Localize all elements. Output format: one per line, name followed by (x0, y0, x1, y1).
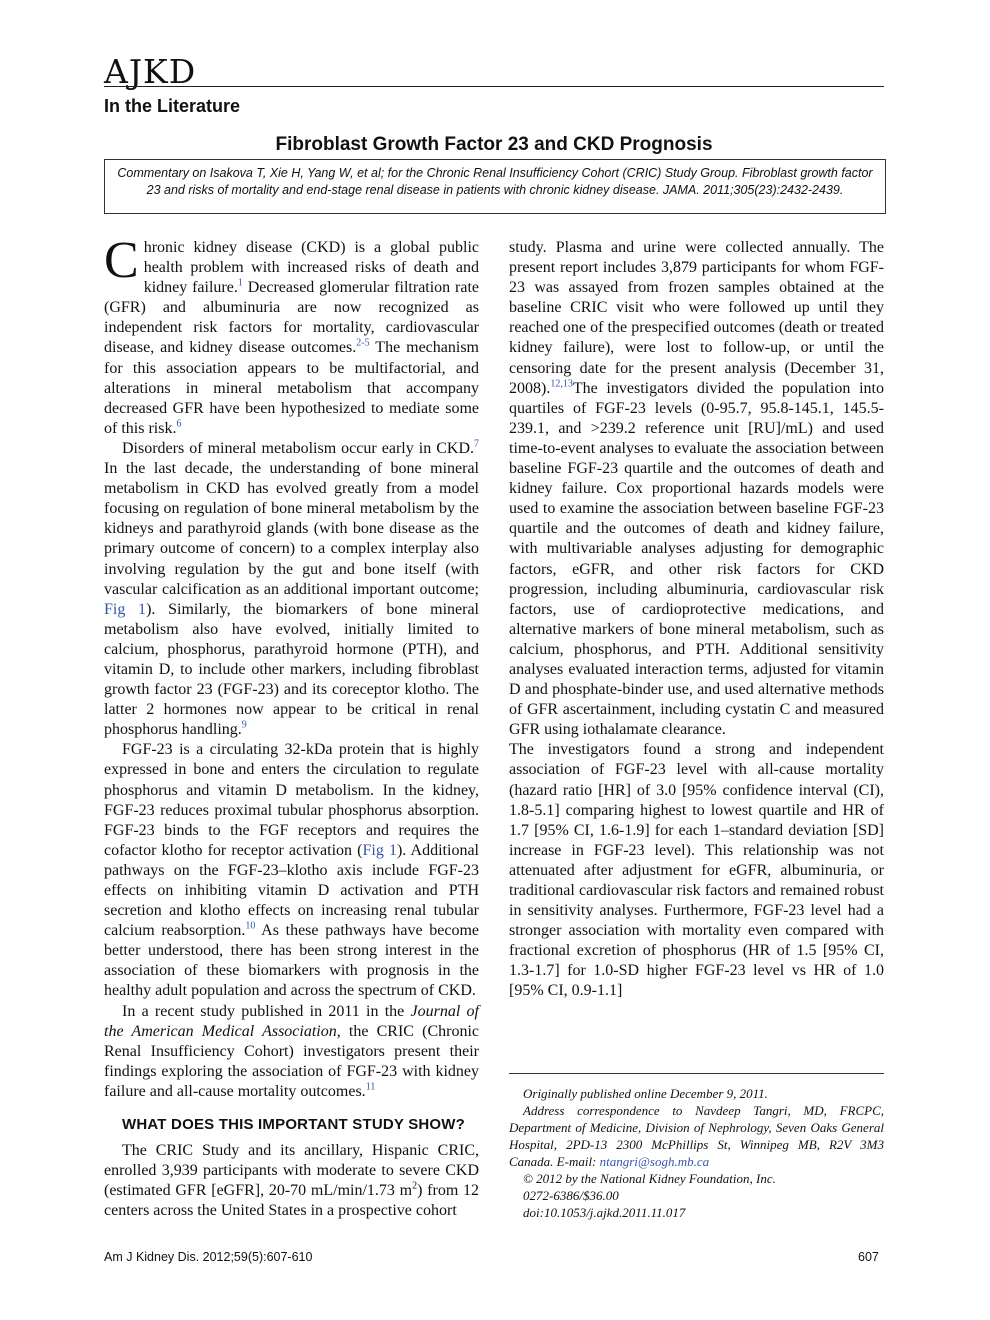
commentary-box: Commentary on Isakova T, Xie H, Yang W, et al; for the Chronic Renal Insufficiency Cohort (CRIC) Study Group. Fibroblast growth factor 23 and risks of mortality and end-stage renal disease in patients with chronic kidney disease. JAMA. 2011;305(23):2432-2439. (104, 159, 886, 214)
page-number: 607 (858, 1250, 879, 1264)
footnote-rule (509, 1073, 884, 1074)
paragraph: Disorders of mineral metabolism occur early in CKD.$^7$ In the last decade, the understanding of bone mineral metabolism in CKD has evolved greatly from a model focusing on regulation of bone mineral metabolism by the kidneys and parathyroid glands (with bone disease as the primary outcome of concern) to a complex interplay also involving regulation by the gut and bone itself (with vascular calcification as an additional important outcome; Fig 1). Similarly, the biomarkers of bone mineral metabolism also have evolved, initially limited to calcium, phosphorus, parathyroid hormone (PTH), and vitamin D, to include other markers, including fibroblast growth factor 23 (FGF-23) and its coreceptor klotho. The latter 2 hormones now appear to be critical in renal phosphorus handling.$^9$ (104, 438, 479, 739)
doi-note: doi:10.1053/j.ajkd.2011.11.017 (523, 1205, 686, 1220)
figure-link[interactable]: Fig 1 (362, 841, 397, 859)
paragraph: FGF-23 is a circulating 32-kDa protein that is highly expressed in bone and enters the circulation to regulate phosphorus and vitamin D metabolism. In the kidney, FGF-23 reduces proximal tubular phosphorus absorption. FGF-23 binds to the FGF receptors and requires the cofactor klotho for receptor activation (Fig 1). Additional pathways on the FGF-23–klotho axis include FGF-23 effects on inhibiting vitamin D activation and PTH secretion and klotho effects on increasing renal tubular calcium reabsorption.$^{10}$ As these pathways have become better understood, there has been strong interest in the association of these biomarkers with prognosis in the healthy adult population and across the spectrum of CKD. (104, 741, 479, 1000)
reference-link[interactable]: 7 (474, 438, 479, 450)
journal-name: Journal of the American Medical Association, (104, 1002, 480, 1040)
paragraph: In a recent study published in 2011 in the Journal of the American Medical Association, the CRIC (Chronic Renal Insufficiency Cohort) investigators present their findings exploring the association of FGF-23 with kidney failure and all-cause mortality outcomes.$^{11}$ (104, 1002, 480, 1100)
footer-citation: Am J Kidney Dis. 2012;59(5):607-610 (104, 1250, 313, 1264)
paragraph: The investigators found a strong and independent association of FGF-23 level with all-cause mortality (hazard ratio [HR] of 3.0 [95% confidence interval (CI), 1.8-5.1] comparing highest to lowest quartile and HR of 1.7 [95% CI, 1.6-1.9] for each 1–standard deviation [SD] increase in FGF-23 level). This relationship was not attenuated after adjustment for eGFR, albuminuria, or traditional cardiovascular risk factors and remained robust in sensitivity analyses. Furthermore, FGF-23 level had a stronger association with mortality even compared with fractional excretion of phosphorus (HR of 1.5 [95% CI, 1.3-1.7] for 1.0-SD higher FGF-23 level vs HR of 1.0 [95% CI, 0.9-1.1] (509, 741, 884, 1000)
section-heading: WHAT DOES THIS IMPORTANT STUDY SHOW? (122, 1116, 466, 1134)
paragraph: Chronic kidney disease (CKD) is a global public health problem with increased risks of death and kidney failure.$^1$ Decreased glomerular filtration rate (GFR) and albuminuria are now recognized as independent risk factors for mortality, cardiovascular disease, and kidney disease outcomes.$^{2-5}$ The mechanism for this association appears to be multifactorial, and alterations in mineral metabolism that accompany decreased GFR have been hypothesized to mediate some of this risk.$^6$ (104, 232, 480, 437)
body-column-right (509, 238, 884, 1002)
correspondence-note: Address correspondence to Navdeep Tangri, MD, FRCPC, Department of Medicine, Division of Nephrology, Seven Oaks General Hospital, 2PD-13 2300 McPhillips St, Winnipeg MB, R2V 3M3 Canada. E-mail: ntangri@sogh.mb.ca (509, 1103, 884, 1169)
issn-note: 0272-6386/$36.00 (523, 1188, 619, 1203)
reference-link[interactable]: 6 (176, 418, 182, 430)
journal-logo: AJKD (104, 52, 197, 91)
paragraph: study. Plasma and urine were collected annually. The present report includes 3,879 participants for whom FGF-23 was assayed from frozen samples obtained at the baseline CRIC visit who were followed up until they reached one of the prespecified outcomes (death or treated kidney failure), were lost to follow-up, or until the censoring date for the present analysis (December 31, 2008).$^{12,13}$The investigators divided the population into quartiles of FGF-23 levels (0-95.7, 95.8-145.1, 145.5-239.1, and >239.2 reference unit [RU]/mL) and used time-to-event analyses to evaluate the association between baseline FGF-23 quartile and the outcomes of death and kidney failure. Cox proportional hazards models were used to examine the association between baseline FGF-23 quartile and the outcomes of death and kidney failure, with multivariable analyses adjusting for demographic factors, eGFR, and other risk factors for CKD progression, including albuminuria, cardiovascular risk factors, use of cardioprotective medications, and alternative markers of bone mineral metabolism, such as calcium, phosphorus, and PTH. Additional sensitivity analyses evaluated interaction terms, adjusted for vitamin D and phosphate-binder use, and used alternative methods of GFR ascertainment, including cystatin C and measured GFR using iothalamate clearance. (509, 239, 884, 739)
paragraph: The CRIC Study and its ancillary, Hispanic CRIC, enrolled 3,939 participants with moderate to severe CKD (estimated GFR [eGFR], 20-70 mL/min/1.73 $m^2$) from 12 centers across the United States in a prospective cohort (104, 1142, 479, 1220)
reference-link[interactable]: 11 (365, 1081, 376, 1093)
header-rule (104, 86, 884, 87)
reference-link[interactable]: 9 (241, 719, 247, 731)
footnotes (509, 1085, 884, 1221)
section-label: In the Literature (104, 96, 241, 116)
copyright-note: © 2012 by the National Kidney Foundation, Inc. (523, 1171, 776, 1186)
reference-link[interactable]: 1 (237, 277, 243, 289)
publication-note: Originally published online December 9, 2011. (523, 1086, 768, 1101)
body-column-left (104, 232, 480, 1222)
reference-link[interactable]: 10 (245, 920, 256, 932)
drop-cap: C (104, 232, 139, 289)
article-title: Fibroblast Growth Factor 23 and CKD Prognosis (275, 134, 713, 155)
reference-link[interactable]: 2-5 (356, 338, 370, 350)
reference-link[interactable]: 12,13 (550, 378, 573, 390)
figure-link[interactable]: Fig 1 (104, 600, 147, 618)
email-link[interactable]: ntangri@sogh.mb.ca (599, 1154, 710, 1169)
